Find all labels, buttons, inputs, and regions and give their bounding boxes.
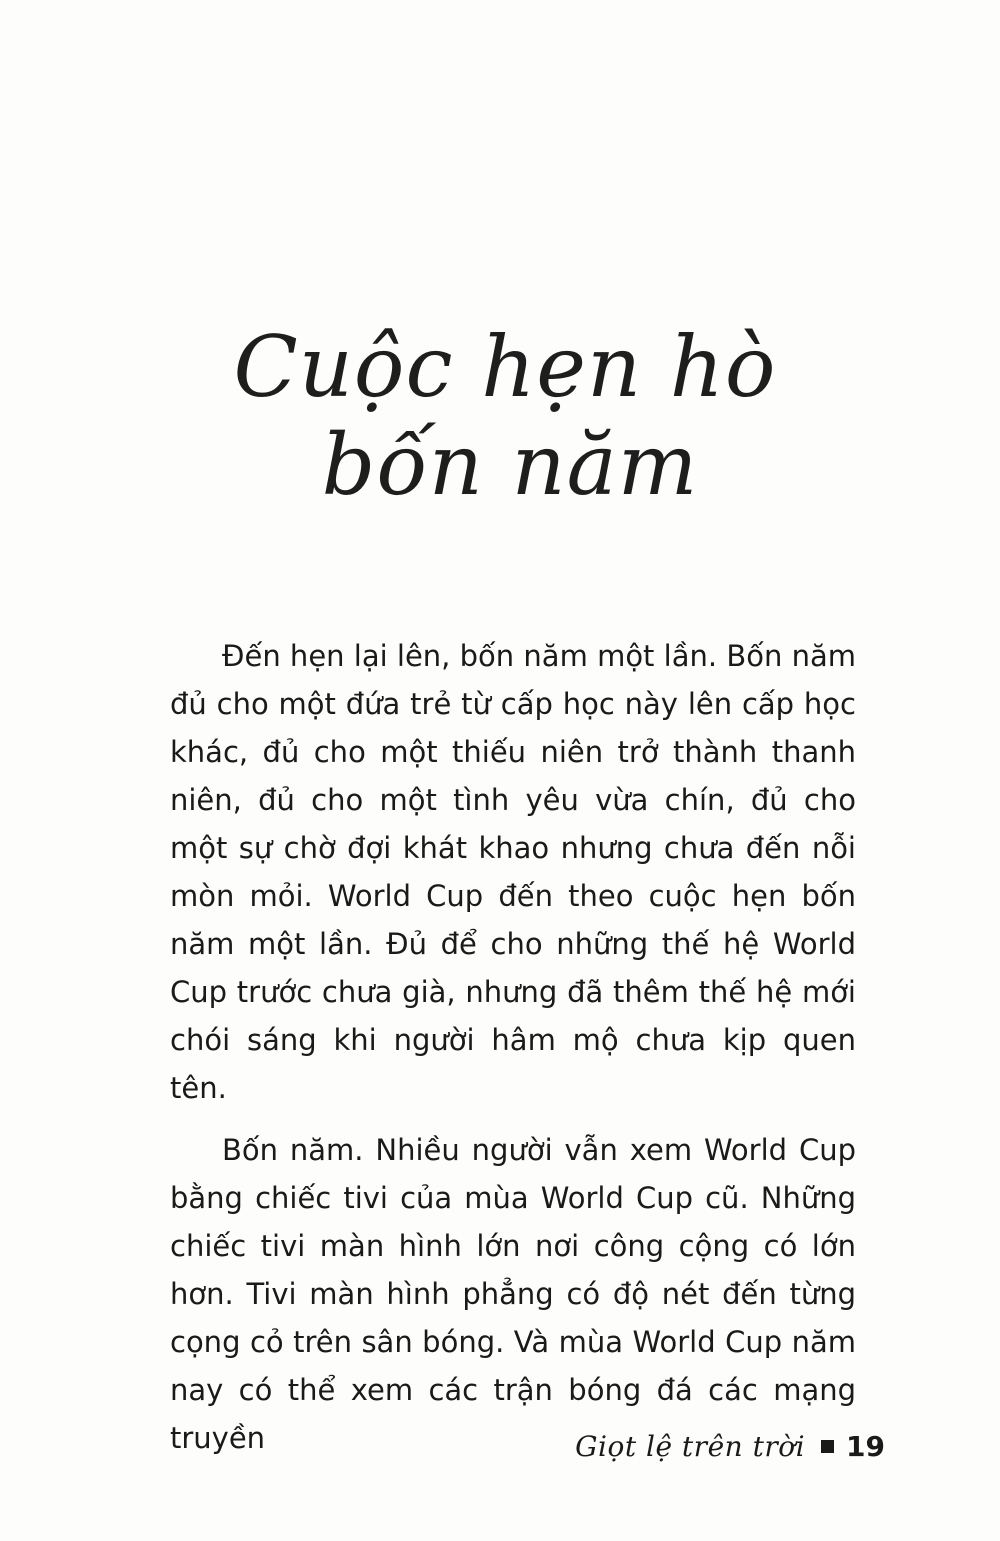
page-number: 19: [846, 1429, 885, 1463]
paragraph-1: Đến hẹn lại lên, bốn năm một lần. Bốn năm đủ cho một đứa trẻ từ cấp học này lên cấp học khác, đủ cho một thiếu niên trở thành thanh niên, đủ cho một tình yêu vừa chín, đủ cho một sự chờ đợi khát khao nhưng chưa đến nỗi mòn mỏi. World Cup đến theo cuộc hẹn bốn năm một lần. Đủ để cho những thế hệ World Cup trước chưa già, nhưng đã thêm thế hệ mới chói sáng khi người hâm mộ chưa kịp quen tên.: [170, 639, 856, 1105]
chapter-body: [170, 632, 856, 1462]
chapter-title-line-2: bốn năm: [321, 416, 699, 514]
chapter-title: [0, 318, 1000, 514]
square-bullet-icon: [821, 1440, 834, 1453]
paragraph-2: Bốn năm. Nhiều người vẫn xem World Cup bằng chiếc tivi của mùa World Cup cũ. Những chiếc tivi màn hình lớn nơi công cộng có lớn hơn. Tivi màn hình phẳng có độ nét đến từng cọng cỏ trên sân bóng. Và mùa World Cup năm nay có thể xem các trận bóng đá các mạng truyền: [170, 1133, 856, 1455]
chapter-title-line-1: Cuộc hẹn hò: [233, 318, 777, 416]
running-book-title: Giọt lệ trên trời: [575, 1429, 806, 1463]
page-footer: [575, 1426, 885, 1466]
